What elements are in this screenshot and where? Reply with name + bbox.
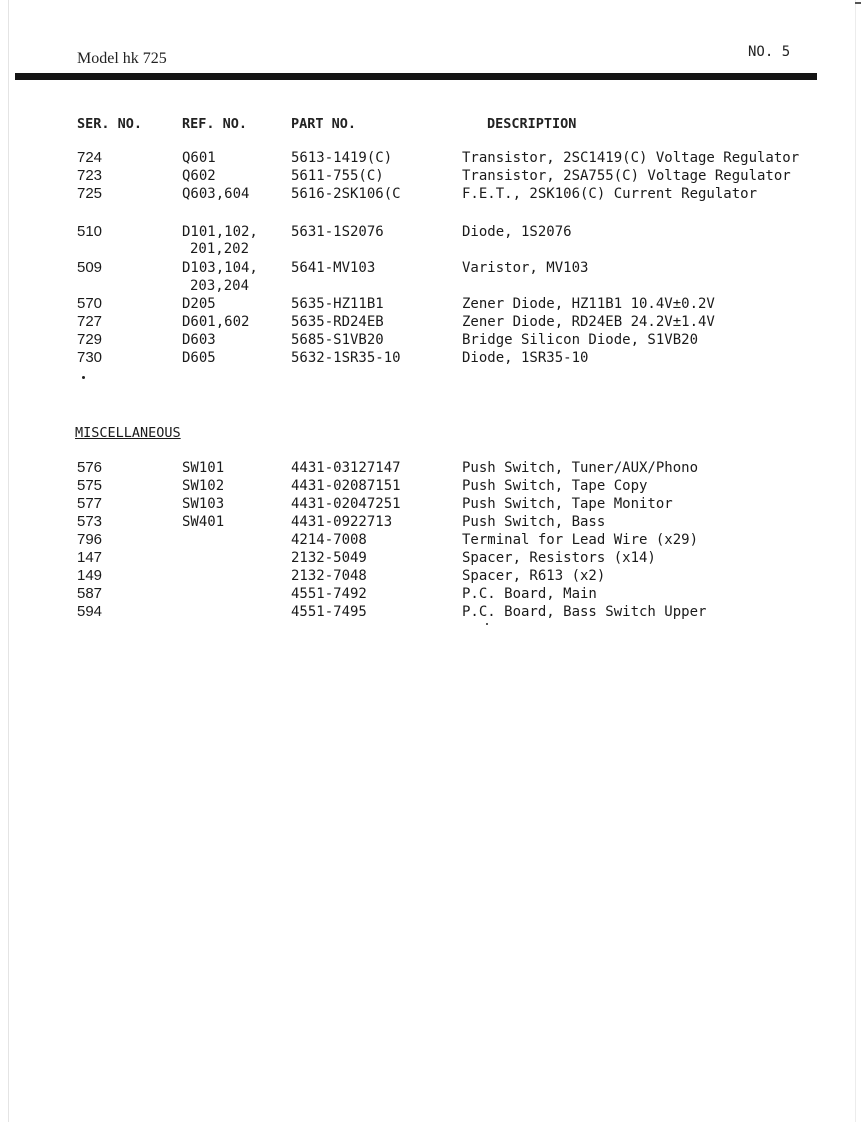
ref-no: D605 bbox=[182, 350, 216, 366]
ser-no: 723 bbox=[77, 167, 103, 184]
ser-no: 730 bbox=[77, 349, 103, 366]
table-row bbox=[0, 167, 866, 185]
part-no: 4551-7495 bbox=[291, 604, 367, 620]
table-row bbox=[0, 549, 866, 567]
ref-no: Q601 bbox=[182, 150, 216, 166]
description: F.E.T., 2SK106(C) Current Regulator bbox=[462, 186, 758, 202]
column-header-ser-no: SER. NO. bbox=[77, 116, 143, 132]
description: Transistor, 2SC1419(C) Voltage Regulator bbox=[462, 150, 800, 166]
part-no: 5635-RD24EB bbox=[291, 314, 384, 330]
ref-no: SW101 bbox=[182, 460, 225, 476]
ser-no: 727 bbox=[77, 313, 103, 330]
scan-speck bbox=[82, 376, 85, 379]
part-no: 2132-7048 bbox=[291, 568, 367, 584]
description: Push Switch, Tuner/AUX/Phono bbox=[462, 460, 699, 476]
description: Bridge Silicon Diode, S1VB20 bbox=[462, 332, 699, 348]
description: Diode, 1S2076 bbox=[462, 224, 572, 240]
table-row bbox=[0, 349, 866, 367]
part-no: 4214-7008 bbox=[291, 532, 367, 548]
description: Terminal for Lead Wire (x29) bbox=[462, 532, 699, 548]
description: Spacer, R613 (x2) bbox=[462, 568, 606, 584]
table-row bbox=[0, 585, 866, 603]
part-no: 5616-2SK106(C bbox=[291, 186, 401, 202]
model-title: Model hk 725 bbox=[77, 50, 167, 67]
description: Zener Diode, RD24EB 24.2V±1.4V bbox=[462, 314, 715, 330]
ref-no: Q603,604 bbox=[182, 186, 250, 202]
description: Varistor, MV103 bbox=[462, 260, 589, 276]
table-row bbox=[0, 223, 866, 241]
description: P.C. Board, Main bbox=[462, 586, 597, 602]
part-no: 5611-755(C) bbox=[291, 168, 384, 184]
description: Transistor, 2SA755(C) Voltage Regulator bbox=[462, 168, 791, 184]
ref-no: D101,102, bbox=[182, 224, 258, 240]
description: Diode, 1SR35-10 bbox=[462, 350, 589, 366]
section-title-miscellaneous: MISCELLANEOUS bbox=[75, 425, 181, 441]
part-no: 4431-0922713 bbox=[291, 514, 393, 530]
description: Zener Diode, HZ11B1 10.4V±0.2V bbox=[462, 296, 715, 312]
table-row bbox=[0, 259, 866, 277]
table-row bbox=[0, 495, 866, 513]
ref-no: 203,204 bbox=[190, 278, 250, 294]
part-no: 2132-5049 bbox=[291, 550, 367, 566]
ref-no: D205 bbox=[182, 296, 216, 312]
ser-no: 577 bbox=[77, 495, 103, 512]
table-row-continuation bbox=[0, 277, 866, 295]
table-row bbox=[0, 331, 866, 349]
ser-no: 149 bbox=[77, 567, 103, 584]
ref-no: SW102 bbox=[182, 478, 225, 494]
table-row bbox=[0, 149, 866, 167]
header-rule bbox=[15, 73, 817, 80]
ref-no: D601,602 bbox=[182, 314, 250, 330]
ser-no: 576 bbox=[77, 459, 103, 476]
ref-no: 201,202 bbox=[190, 241, 250, 257]
table-row bbox=[0, 459, 866, 477]
table-row bbox=[0, 513, 866, 531]
description: Spacer, Resistors (x14) bbox=[462, 550, 656, 566]
ser-no: 587 bbox=[77, 585, 103, 602]
part-no: 4431-02087151 bbox=[291, 478, 401, 494]
page-number: NO. 5 bbox=[748, 44, 791, 60]
column-header-description: DESCRIPTION bbox=[487, 116, 577, 132]
ser-no: 147 bbox=[77, 549, 103, 566]
ser-no: 796 bbox=[77, 531, 103, 548]
part-no: 4431-03127147 bbox=[291, 460, 401, 476]
part-no: 5635-HZ11B1 bbox=[291, 296, 384, 312]
corner-mark bbox=[855, 2, 861, 4]
ser-no: 724 bbox=[77, 149, 103, 166]
description: Push Switch, Tape Monitor bbox=[462, 496, 673, 512]
ref-no: SW401 bbox=[182, 514, 225, 530]
part-no: 5632-1SR35-10 bbox=[291, 350, 401, 366]
ser-no: 725 bbox=[77, 185, 103, 202]
ref-no: D603 bbox=[182, 332, 216, 348]
ser-no: 729 bbox=[77, 331, 103, 348]
ref-no: SW103 bbox=[182, 496, 225, 512]
table-row bbox=[0, 603, 866, 621]
ser-no: 509 bbox=[77, 259, 103, 276]
table-row bbox=[0, 567, 866, 585]
part-no: 4431-02047251 bbox=[291, 496, 401, 512]
column-header-ref-no: REF. NO. bbox=[182, 116, 248, 132]
ref-no: Q602 bbox=[182, 168, 216, 184]
table-row bbox=[0, 313, 866, 331]
scan-speck bbox=[486, 623, 488, 625]
table-row bbox=[0, 531, 866, 549]
part-no: 5631-1S2076 bbox=[291, 224, 384, 240]
ser-no: 594 bbox=[77, 603, 103, 620]
part-no: 5613-1419(C) bbox=[291, 150, 393, 166]
ser-no: 510 bbox=[77, 223, 103, 240]
table-row bbox=[0, 295, 866, 313]
table-row bbox=[0, 185, 866, 203]
table-row-continuation bbox=[0, 240, 866, 258]
description: Push Switch, Bass bbox=[462, 514, 606, 530]
ser-no: 575 bbox=[77, 477, 103, 494]
ref-no: D103,104, bbox=[182, 260, 258, 276]
table-row bbox=[0, 477, 866, 495]
description: Push Switch, Tape Copy bbox=[462, 478, 648, 494]
ser-no: 573 bbox=[77, 513, 103, 530]
part-no: 4551-7492 bbox=[291, 586, 367, 602]
ser-no: 570 bbox=[77, 295, 103, 312]
part-no: 5685-S1VB20 bbox=[291, 332, 384, 348]
part-no: 5641-MV103 bbox=[291, 260, 376, 276]
description: P.C. Board, Bass Switch Upper bbox=[462, 604, 707, 620]
column-header-part-no: PART NO. bbox=[291, 116, 357, 132]
